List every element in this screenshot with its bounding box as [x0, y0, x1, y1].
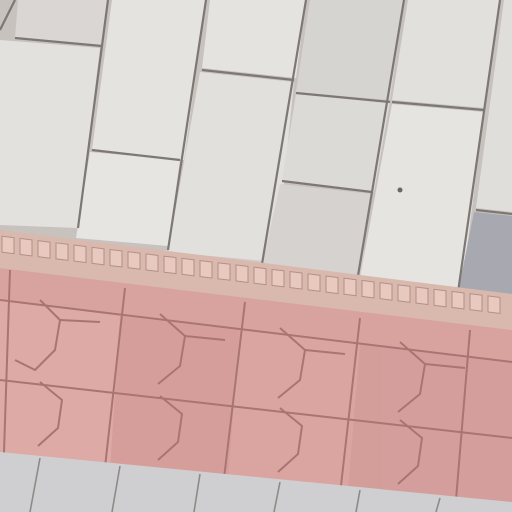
paver-spot [398, 188, 403, 193]
grey-paver [392, 0, 500, 108]
grey-paver [202, 0, 306, 78]
grey-paver [262, 184, 372, 276]
grey-paver [296, 0, 404, 100]
grey-paver [76, 152, 180, 246]
